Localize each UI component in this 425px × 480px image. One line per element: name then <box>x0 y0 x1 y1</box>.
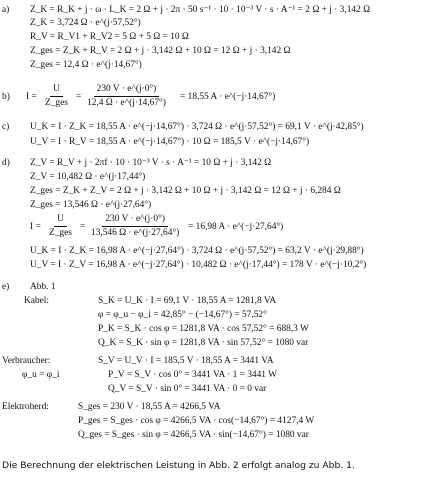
d-frac2-denominator: 13,546 Ω · e^(j·27,64°) <box>91 228 180 238</box>
d-line-3: Z_ges = Z_K + Z_V = 2 Ω + j · 3,142 Ω + 10 Ω + j · 3,142 Ω = 12 Ω + j · 6,284 Ω <box>30 186 341 196</box>
b-frac1-denominator: Z_ges <box>45 98 68 108</box>
kabel-line-4: Q_K = S_K · sin φ = 1281,8 VA · sin 57,52° = 1080 var <box>98 338 309 348</box>
verbraucher-line-1: S_V = U_V · I = 185,5 V · 18,55 A = 3441 VA <box>98 356 274 366</box>
d-frac2-numerator: 230 V · e^(j·0°) <box>102 214 168 227</box>
e-heading: Abb. 1 <box>30 282 56 292</box>
kabel-line-1: S_K = U_K · I = 69,1 V · 18,55 A = 1281,8 VA <box>98 296 277 306</box>
d-line-6: U_K = I · Z_K = 16,98 A · e^(−j·27,64°) · 3,724 Ω · e^(j·57,52°) = 63,2 V · e^(j·29,88°) <box>30 246 364 256</box>
d-line-4: Z_ges = 13,546 Ω · e^(j·27,64°) <box>30 200 152 210</box>
verbraucher-phase-condition: φ_u = φ_i <box>22 370 60 380</box>
part-b-label: b) <box>2 92 10 102</box>
d-current-symbol: I = <box>30 222 41 232</box>
kabel-line-2: φ = φ_u − φ_i = 42,85° − (−14,67°) = 57,52° <box>98 310 267 320</box>
d-fraction-u-over-zges <box>46 214 75 239</box>
a-line-3: R_V = R_V1 + R_V2 = 5 Ω + 5 Ω = 10 Ω <box>30 32 189 42</box>
elektroherd-line-1: S_ges = 230 V · 18,55 A = 4266,5 VA <box>78 402 221 412</box>
b-fraction-u-over-zges <box>42 84 71 109</box>
b-result: = 18,55 A · e^(−j·14,67°) <box>180 92 276 102</box>
d-fraction-values <box>88 214 182 239</box>
kabel-label: Kabel: <box>24 296 49 306</box>
b-fraction-values <box>84 84 169 109</box>
d-frac1-denominator: Z_ges <box>49 228 72 238</box>
part-d-label: d) <box>2 158 10 168</box>
verbraucher-label: Verbraucher: <box>2 356 51 366</box>
part-e-label: e) <box>2 282 10 292</box>
part-c-label: c) <box>2 122 10 132</box>
a-line-1: Z_K = R_K + j · ω · L_K = 2 Ω + j · 2π · 50 s⁻¹ · 10 · 10⁻³ V · s · A⁻¹ = 2 Ω + j · 3,142 Ω <box>30 5 371 15</box>
closing-note: Die Berechnung der elektrischen Leistung in Abb. 2 erfolgt analog zu Abb. 1. <box>2 460 355 471</box>
a-line-5: Z_ges = 12,4 Ω · e^(j·14,67°) <box>30 60 142 70</box>
part-a-label: a) <box>2 5 10 15</box>
c-line-2: U_V = I · R_V = 18,55 A · e^(−j·14,67°) · 10 Ω = 185,5 V · e^(−j·14,67°) <box>30 137 310 147</box>
d-line-7: U_V = I · Z_V = 16,98 A · e^(−j·27,64°) · 10,482 Ω · e^(j·17,44°) = 178 V · e^(−j·10,2°) <box>30 260 367 270</box>
verbraucher-line-2: P_V = S_V · cos 0° = 3441 VA · 1 = 3441 W <box>108 370 278 380</box>
a-line-2: Z_K = 3,724 Ω · e^(j·57,52°) <box>30 18 141 28</box>
verbraucher-line-3: Q_V = S_V · sin 0° = 3441 VA · 0 = 0 var <box>108 384 267 394</box>
c-line-1: U_K = I · Z_K = 18,55 A · e^(−j·14,67°) · 3,724 Ω · e^(j·57,52°) = 69,1 V · e^(j·42,85°) <box>30 122 364 132</box>
b-frac1-numerator: U <box>50 84 63 97</box>
b-frac2-denominator: 12,4 Ω · e^(j·14,67°) <box>87 98 166 108</box>
a-line-4: Z_ges = Z_K + R_V = 2 Ω + j · 3,142 Ω + 10 Ω = 12 Ω + j · 3,142 Ω <box>30 46 291 56</box>
elektroherd-line-2: P_ges = S_ges · cos φ = 4266,5 VA · cos(−14,67°) = 4127,4 W <box>78 416 315 426</box>
elektroherd-line-3: Q_ges = S_ges · sin φ = 4266,5 VA · sin(−14,67°) = 1080 var <box>78 430 309 440</box>
d-line-1: Z_V = R_V + j · 2πf · 10 · 10⁻³ V · s · A⁻¹ = 10 Ω + j · 3,142 Ω <box>30 158 272 168</box>
kabel-line-3: P_K = S_K · cos φ = 1281,8 VA · cos 57,52° = 688,3 W <box>98 324 309 334</box>
elektroherd-label: Elektroherd: <box>2 402 49 412</box>
d-frac1-numerator: U <box>54 214 67 227</box>
b-equals: = <box>76 92 82 102</box>
d-line-2: Z_V = 10,482 Ω · e^(j·17,44°) <box>30 172 146 182</box>
b-frac2-numerator: 230 V · e^(j·0°) <box>94 84 160 97</box>
b-current-symbol: I = <box>26 92 37 102</box>
d-equals: = <box>80 222 86 232</box>
d-result: = 16,98 A · e^(−j·27,64°) <box>188 222 284 232</box>
